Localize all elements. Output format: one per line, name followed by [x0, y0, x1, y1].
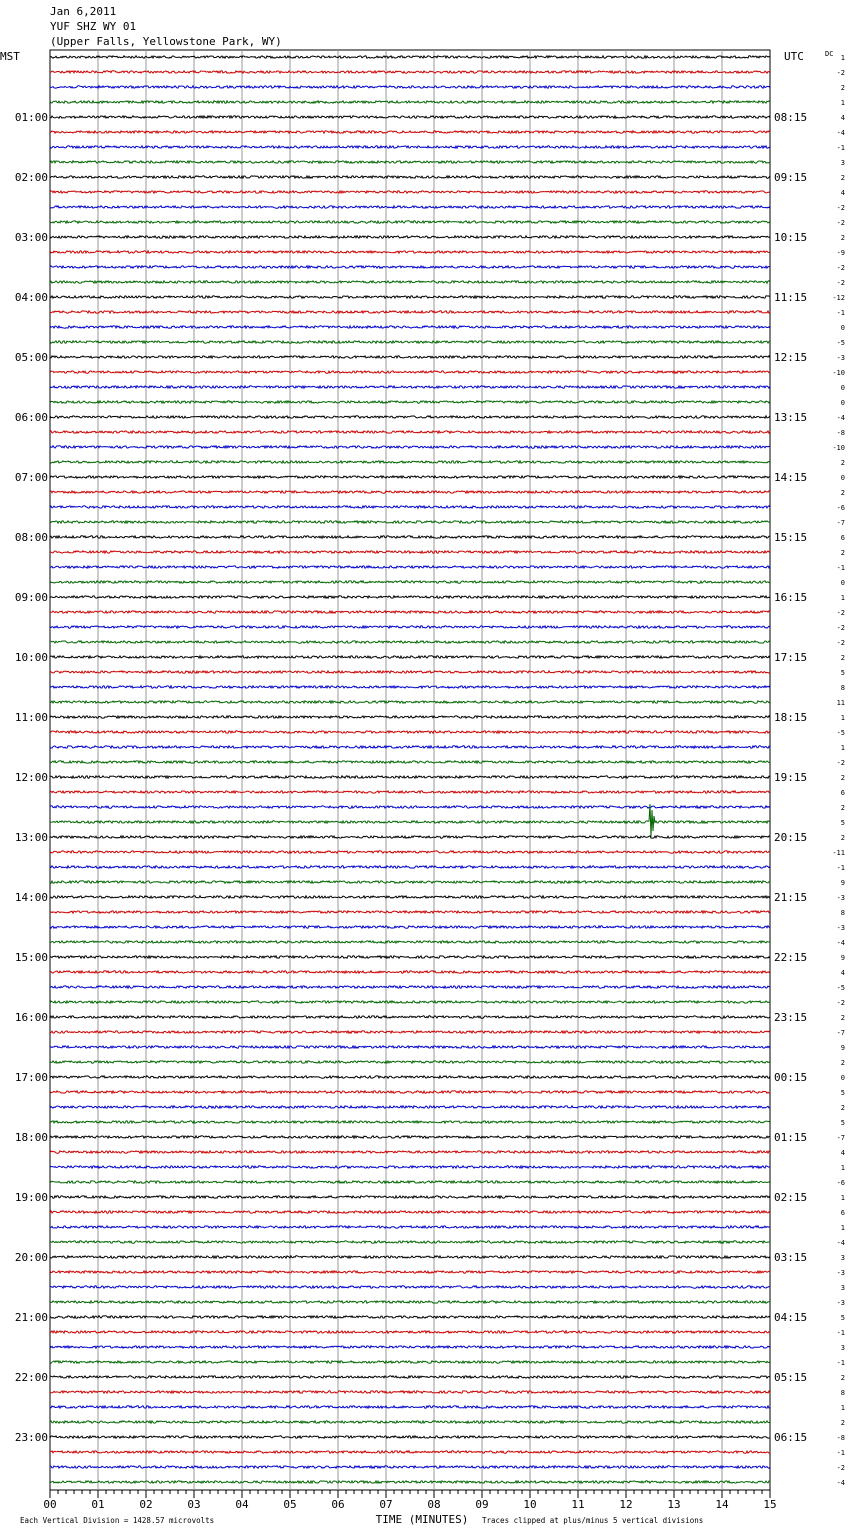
x-tick-label: 07	[379, 1498, 393, 1511]
trace-line	[50, 1406, 770, 1408]
trace-line	[50, 1151, 770, 1153]
trace-line	[50, 416, 770, 418]
dc-offset-value: -1	[836, 1329, 845, 1337]
trace-line	[50, 1466, 770, 1468]
trace-line	[50, 1361, 770, 1363]
mst-hour-label: 11:00	[14, 711, 48, 724]
utc-hour-label: 15:15	[774, 531, 808, 544]
mst-hour-label: 02:00	[14, 171, 48, 184]
trace-line	[50, 941, 770, 943]
dc-offset-value: 4	[840, 114, 845, 122]
date-label: Jan 6,2011	[50, 5, 117, 18]
dc-offset-value: -2	[836, 204, 845, 212]
dc-offset-value: 1	[840, 99, 845, 107]
x-tick-label: 13	[667, 1498, 681, 1511]
dc-offset-value: 4	[840, 1149, 845, 1157]
utc-hour-label: 23:15	[774, 1011, 808, 1024]
x-axis-title: TIME (MINUTES)	[375, 1513, 469, 1526]
mst-hour-label: 08:00	[14, 531, 48, 544]
utc-hour-label: 17:15	[774, 651, 808, 664]
trace-line	[50, 1001, 770, 1003]
utc-hour-label: 11:15	[774, 291, 808, 304]
trace-line	[50, 731, 770, 733]
trace-line	[50, 266, 770, 268]
trace-line	[50, 866, 770, 868]
dc-offset-value: -7	[836, 519, 845, 527]
trace-line	[50, 131, 770, 133]
dc-offset-value: 11	[836, 699, 845, 707]
mst-axis-label: MST	[0, 50, 20, 63]
trace-line	[50, 1106, 770, 1108]
dc-offset-value: 2	[840, 489, 845, 497]
trace-line	[50, 656, 770, 658]
trace-line	[50, 686, 770, 688]
dc-offset-value: 2	[840, 1059, 845, 1067]
trace-line	[50, 56, 770, 58]
dc-offset-value: -3	[836, 1269, 845, 1277]
trace-line	[50, 746, 770, 748]
trace-line	[50, 176, 770, 178]
dc-offset-value: -2	[836, 624, 845, 632]
dc-offset-value: 5	[840, 1089, 845, 1097]
mst-hour-label: 06:00	[14, 411, 48, 424]
x-tick-label: 02	[139, 1498, 153, 1511]
dc-offset-value: -3	[836, 924, 845, 932]
x-tick-label: 05	[283, 1498, 297, 1511]
dc-offset-value: 0	[840, 399, 845, 407]
dc-offset-value: 6	[840, 1209, 845, 1217]
dc-offset-value: 2	[840, 459, 845, 467]
station-label: YUF SHZ WY 01	[50, 20, 137, 33]
x-tick-label: 10	[523, 1498, 537, 1511]
trace-line	[50, 1211, 770, 1213]
trace-line	[50, 446, 770, 448]
trace-line	[50, 1331, 770, 1333]
dc-offset-value: -2	[836, 609, 845, 617]
dc-offset-value: 2	[840, 234, 845, 242]
trace-line	[50, 191, 770, 193]
trace-line	[50, 1316, 770, 1318]
dc-offset-value: -2	[836, 279, 845, 287]
trace-line	[50, 341, 770, 343]
utc-hour-label: 21:15	[774, 891, 808, 904]
dc-offset-value: 9	[840, 879, 845, 887]
utc-hour-label: 14:15	[774, 471, 808, 484]
dc-offset-value: 5	[840, 1314, 845, 1322]
trace-line	[50, 431, 770, 433]
trace-line	[50, 671, 770, 673]
trace-line	[50, 116, 770, 118]
dc-offset-value: -4	[836, 1479, 845, 1487]
trace-line	[50, 371, 770, 373]
trace-line	[50, 1091, 770, 1093]
dc-offset-value: -2	[836, 69, 845, 77]
dc-offset-value: 2	[840, 549, 845, 557]
x-tick-label: 11	[571, 1498, 585, 1511]
x-tick-label: 15	[763, 1498, 777, 1511]
dc-offset-value: -4	[836, 129, 845, 137]
dc-offset-value: 1	[840, 1194, 845, 1202]
dc-offset-value: -7	[836, 1134, 845, 1142]
mst-hour-label: 04:00	[14, 291, 48, 304]
dc-offset-value: 0	[840, 324, 845, 332]
trace-line	[50, 71, 770, 73]
utc-hour-label: 02:15	[774, 1191, 808, 1204]
trace-line	[50, 566, 770, 568]
utc-hour-label: 12:15	[774, 351, 808, 364]
dc-offset-value: 2	[840, 174, 845, 182]
utc-hour-label: 18:15	[774, 711, 808, 724]
dc-offset-value: 8	[840, 684, 845, 692]
dc-offset-value: -1	[836, 864, 845, 872]
dc-offset-value: -9	[836, 249, 845, 257]
dc-offset-value: -1	[836, 1449, 845, 1457]
dc-offset-value: 6	[840, 534, 845, 542]
dc-offset-value: 1	[840, 1404, 845, 1412]
utc-hour-label: 06:15	[774, 1431, 808, 1444]
trace-line	[50, 536, 770, 538]
footer-clip-note: Traces clipped at plus/minus 5 vertical divisions	[482, 1516, 704, 1525]
footer-scale-note: Each Vertical Division = 1428.57 microvolts	[20, 1516, 215, 1525]
mst-hour-label: 03:00	[14, 231, 48, 244]
dc-offset-value: 1	[840, 744, 845, 752]
trace-line	[50, 1346, 770, 1348]
utc-hour-label: 20:15	[774, 831, 808, 844]
utc-axis-label: UTC	[784, 50, 804, 63]
trace-line	[50, 1286, 770, 1288]
mst-hour-label: 23:00	[14, 1431, 48, 1444]
dc-offset-value: 6	[840, 789, 845, 797]
dc-offset-value: -2	[836, 264, 845, 272]
x-tick-label: 12	[619, 1498, 633, 1511]
mst-hour-label: 01:00	[14, 111, 48, 124]
trace-line	[50, 776, 770, 778]
dc-offset-value: 1	[840, 594, 845, 602]
utc-hour-label: 22:15	[774, 951, 808, 964]
trace-line	[50, 206, 770, 208]
dc-offset-value: -4	[836, 1239, 845, 1247]
trace-line	[50, 251, 770, 253]
trace-line	[50, 1436, 770, 1438]
dc-offset-value: -1	[836, 309, 845, 317]
plot-frame	[50, 50, 770, 1490]
dc-offset-value: 5	[840, 819, 845, 827]
dc-offset-value: 9	[840, 954, 845, 962]
trace-line	[50, 1061, 770, 1063]
dc-offset-value: -6	[836, 504, 845, 512]
dc-offset-value: 2	[840, 1419, 845, 1427]
dc-offset-value: 1	[840, 1164, 845, 1172]
trace-line	[50, 356, 770, 358]
dc-offset-value: -2	[836, 1464, 845, 1472]
trace-line	[50, 1301, 770, 1303]
dc-offset-value: -4	[836, 414, 845, 422]
trace-line	[50, 596, 770, 598]
dc-offset-value: -7	[836, 1029, 845, 1037]
dc-offset-value: -12	[832, 294, 845, 302]
trace-line	[50, 1121, 770, 1123]
mst-hour-label: 16:00	[14, 1011, 48, 1024]
trace-line	[50, 296, 770, 298]
trace-line	[50, 641, 770, 643]
trace-line	[50, 326, 770, 328]
dc-offset-value: -5	[836, 984, 845, 992]
trace-line	[50, 146, 770, 148]
trace-line	[50, 791, 770, 793]
dc-offset-value: -3	[836, 894, 845, 902]
trace-line	[50, 161, 770, 163]
trace-line	[50, 1181, 770, 1183]
dc-offset-value: 2	[840, 84, 845, 92]
dc-offset-value: -2	[836, 759, 845, 767]
mst-hour-label: 20:00	[14, 1251, 48, 1264]
dc-offset-value: 2	[840, 834, 845, 842]
mst-hour-label: 05:00	[14, 351, 48, 364]
trace-line	[50, 1196, 770, 1198]
trace-line	[50, 281, 770, 283]
dc-offset-value: -10	[832, 369, 845, 377]
x-tick-label: 03	[187, 1498, 201, 1511]
dc-offset-value: 8	[840, 909, 845, 917]
trace-line	[50, 1031, 770, 1033]
trace-line	[50, 1076, 770, 1078]
dc-offset-value: 3	[840, 1254, 845, 1262]
dc-offset-value: -11	[832, 849, 845, 857]
dc-offset-value: -8	[836, 1434, 845, 1442]
dc-offset-value: 2	[840, 1104, 845, 1112]
dc-offset-value: 2	[840, 1374, 845, 1382]
trace-line	[50, 971, 770, 973]
mst-hour-label: 07:00	[14, 471, 48, 484]
dc-offset-value: -1	[836, 144, 845, 152]
dc-offset-value: -10	[832, 444, 845, 452]
trace-line	[50, 221, 770, 223]
mst-hour-label: 18:00	[14, 1131, 48, 1144]
trace-line	[50, 716, 770, 718]
trace-line	[50, 1451, 770, 1453]
trace-line	[50, 521, 770, 523]
trace-line	[50, 1271, 770, 1273]
trace-line	[50, 926, 770, 928]
trace-line	[50, 1046, 770, 1048]
trace-line	[50, 1421, 770, 1423]
dc-offset-value: -3	[836, 354, 845, 362]
mst-hour-label: 09:00	[14, 591, 48, 604]
mst-hour-label: 19:00	[14, 1191, 48, 1204]
trace-line	[50, 896, 770, 898]
trace-line	[50, 476, 770, 478]
trace-line	[50, 986, 770, 988]
utc-hour-label: 03:15	[774, 1251, 808, 1264]
mst-hour-label: 12:00	[14, 771, 48, 784]
dc-offset-value: 4	[840, 189, 845, 197]
trace-line	[50, 1226, 770, 1228]
dc-offset-value: -8	[836, 429, 845, 437]
dc-offset-value: -6	[836, 1179, 845, 1187]
trace-line	[50, 701, 770, 703]
trace-line	[50, 851, 770, 853]
trace-line	[50, 1256, 770, 1258]
utc-hour-label: 05:15	[774, 1371, 808, 1384]
x-tick-label: 09	[475, 1498, 489, 1511]
utc-hour-label: 09:15	[774, 171, 808, 184]
mst-hour-label: 15:00	[14, 951, 48, 964]
utc-hour-label: 10:15	[774, 231, 808, 244]
trace-line	[50, 1136, 770, 1138]
trace-line	[50, 101, 770, 103]
trace-line	[50, 551, 770, 553]
dc-offset-value: 0	[840, 474, 845, 482]
trace-line	[50, 1376, 770, 1378]
trace-line	[50, 311, 770, 313]
dc-offset-value: 2	[840, 804, 845, 812]
utc-hour-label: 13:15	[774, 411, 808, 424]
dc-offset-value: 1	[840, 714, 845, 722]
dc-offset-value: -2	[836, 999, 845, 1007]
dc-offset-value: -2	[836, 219, 845, 227]
trace-line	[50, 806, 770, 808]
trace-line	[50, 386, 770, 388]
trace-line	[50, 956, 770, 958]
dc-offset-value: -1	[836, 564, 845, 572]
dc-offset-value: 0	[840, 579, 845, 587]
trace-line	[50, 1166, 770, 1168]
trace-line	[50, 761, 770, 763]
utc-hour-label: 04:15	[774, 1311, 808, 1324]
trace-line	[50, 611, 770, 613]
trace-line	[50, 836, 770, 838]
dc-offset-value: -2	[836, 639, 845, 647]
location-label: (Upper Falls, Yellowstone Park, WY)	[50, 35, 282, 48]
dc-offset-value: 2	[840, 1014, 845, 1022]
dc-offset-value: 4	[840, 969, 845, 977]
mst-hour-label: 17:00	[14, 1071, 48, 1084]
dc-offset-value: 9	[840, 1044, 845, 1052]
dc-label: DC	[825, 50, 834, 58]
trace-line	[50, 506, 770, 508]
dc-offset-value: 5	[840, 1119, 845, 1127]
trace-line	[50, 881, 770, 883]
dc-offset-value: 8	[840, 1389, 845, 1397]
dc-offset-value: -4	[836, 939, 845, 947]
dc-offset-value: 5	[840, 669, 845, 677]
trace-line	[50, 236, 770, 238]
trace-line	[50, 1481, 770, 1483]
dc-offset-value: 1	[840, 54, 845, 62]
dc-offset-value: 0	[840, 1074, 845, 1082]
dc-offset-value: 2	[840, 654, 845, 662]
utc-hour-label: 01:15	[774, 1131, 808, 1144]
utc-hour-label: 08:15	[774, 111, 808, 124]
dc-offset-value: -3	[836, 1299, 845, 1307]
x-tick-label: 04	[235, 1498, 249, 1511]
x-tick-label: 06	[331, 1498, 345, 1511]
dc-offset-value: -1	[836, 1359, 845, 1367]
trace-line	[50, 461, 770, 463]
dc-offset-value: 1	[840, 1224, 845, 1232]
trace-line	[50, 911, 770, 913]
dc-offset-value: 2	[840, 774, 845, 782]
mst-hour-label: 21:00	[14, 1311, 48, 1324]
mst-hour-label: 10:00	[14, 651, 48, 664]
dc-offset-value: 0	[840, 384, 845, 392]
trace-line	[50, 1016, 770, 1018]
dc-offset-value: -5	[836, 339, 845, 347]
trace-line	[50, 401, 770, 403]
trace-line	[50, 491, 770, 493]
x-tick-label: 00	[43, 1498, 57, 1511]
trace-line	[50, 86, 770, 88]
utc-hour-label: 19:15	[774, 771, 808, 784]
trace-line	[50, 1391, 770, 1393]
utc-hour-label: 16:15	[774, 591, 808, 604]
x-tick-label: 08	[427, 1498, 441, 1511]
utc-hour-label: 00:15	[774, 1071, 808, 1084]
mst-hour-label: 13:00	[14, 831, 48, 844]
dc-offset-value: -5	[836, 729, 845, 737]
trace-line	[50, 1241, 770, 1243]
mst-hour-label: 22:00	[14, 1371, 48, 1384]
dc-offset-value: 3	[840, 159, 845, 167]
trace-line	[50, 581, 770, 583]
mst-hour-label: 14:00	[14, 891, 48, 904]
dc-offset-value: 3	[840, 1284, 845, 1292]
x-tick-label: 14	[715, 1498, 729, 1511]
trace-line	[50, 626, 770, 628]
x-tick-label: 01	[91, 1498, 105, 1511]
dc-offset-value: 3	[840, 1344, 845, 1352]
